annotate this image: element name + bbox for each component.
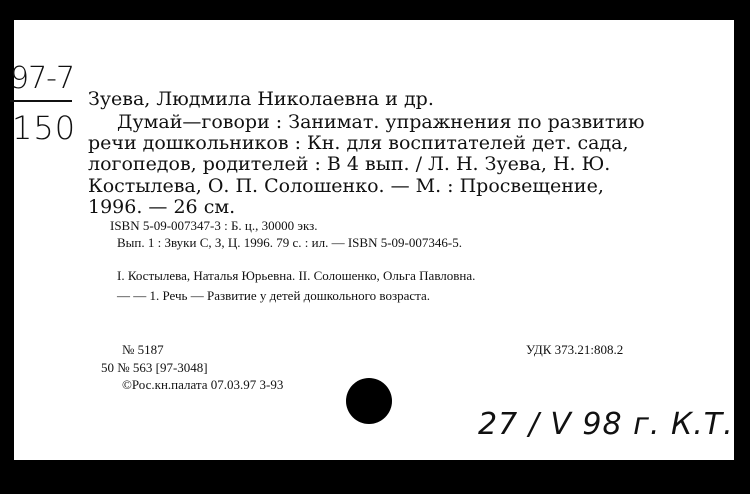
title-line-5: 1996. — 26 см. <box>88 196 236 218</box>
punch-hole <box>346 378 392 424</box>
title-line-3: логопедов, родителей : В 4 вып. / Л. Н. Зуева, Н. Ю. <box>88 153 611 175</box>
udc-code: УДК 373.21:808.2 <box>526 342 624 357</box>
title-line-4: Костылева, О. П. Солошенко. — М. : Просвещение, <box>88 175 604 197</box>
tracings-line-1: I. Костылева, Наталья Юрьевна. II. Солошенко, Ольга Павловна. <box>117 268 476 283</box>
title-line-2: речи дошкольников : Кн. для воспитателей дет. сада, <box>88 132 629 154</box>
card-number: № 5187 <box>122 342 164 357</box>
handwritten-date-note: 27 / V 98 г. К.Т. <box>478 407 734 442</box>
handwritten-number: 150 <box>12 109 77 147</box>
title-line-1: Думай—говори : Занимат. упражнения по развитию <box>117 111 645 133</box>
isbn-line: ISBN 5-09-007347-3 : Б. ц., 30000 экз. <box>110 218 318 233</box>
book-chamber-mark: ©Рос.кн.палата 07.03.97 3-93 <box>122 377 284 392</box>
author-heading: Зуева, Людмила Николаевна и др. <box>88 88 434 110</box>
handwritten-shelf-mark: 97-7 <box>10 61 75 96</box>
handwritten-underline <box>10 100 72 102</box>
issue-line: Вып. 1 : Звуки С, З, Ц. 1996. 79 с. : ил. — ISBN 5-09-007346-5. <box>117 235 462 250</box>
tracings-line-2: — — 1. Речь — Развитие у детей дошкольного возраста. <box>117 288 430 303</box>
registration-number: 50 № 563 [97-3048] <box>101 360 208 375</box>
